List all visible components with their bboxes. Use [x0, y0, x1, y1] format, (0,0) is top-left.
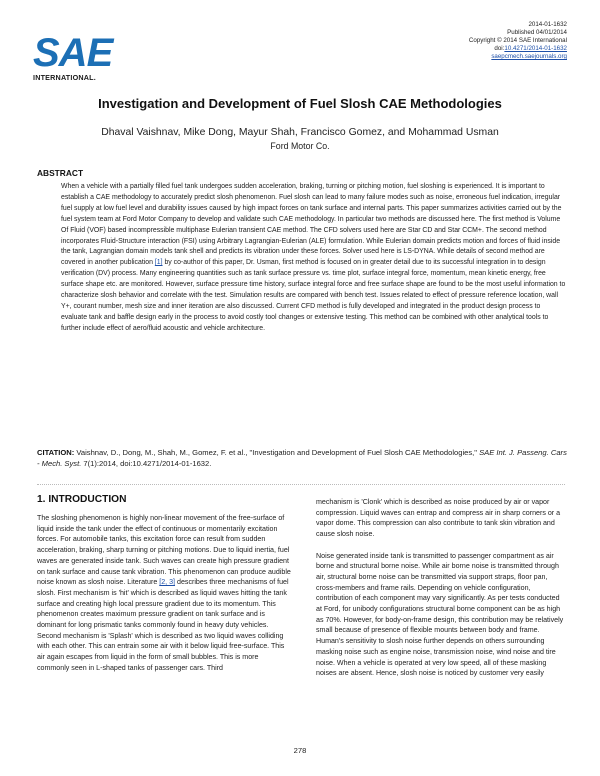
- intro-paragraph-2: mechanism is 'Clonk' which is described as noise produced by air or vapor compression. Liquid waves can entrap and compress air in sharp corners or a vapor dome. This compression can also contribute to tank skin vibration and cause slosh noise.: [316, 498, 561, 539]
- affiliation: Ford Motor Co.: [270, 141, 330, 151]
- page-number: 278: [293, 746, 307, 755]
- intro-paragraph-3: Noise generated inside tank is transmitted to passenger compartment as air borne and structural borne noise. While air borne noise is transmitted through air, structural borne noise can be transmitted via support straps, floor pan, cross-members and frame rails. Depending on vehicle configuration, contribution of each component may vary significantly. As per tests conducted at Ford, for unibody configurations structural borne component can be as high as 70%. However, for body-on-frame design, this contribution may be relatively small because of presence of flexible mounts between body and frame. Human's sensitivity to slosh noise further depends on others surrounding masking noise such as engine noise, transmission noise, wind noise and tire noise. When a vehicle is operated at very low speed, all of these masking noises are absent. Hence, slosh noise is noticed by customer very easily: [316, 551, 564, 678]
- doi-prefix: doi:: [494, 45, 505, 52]
- logo-subtitle: INTERNATIONAL.: [33, 73, 96, 82]
- right-column: [316, 497, 567, 690]
- author-list: Dhaval Vaishnav, Mike Dong, Mayur Shah, Francisco Gomez, and Mohammad Usman: [101, 127, 499, 138]
- abstract-heading: ABSTRACT: [37, 168, 84, 178]
- doi-line: [469, 45, 567, 53]
- intro-paragraph-1: [37, 513, 291, 674]
- citation-block: [37, 447, 567, 469]
- introduction-heading: 1. INTRODUCTION: [37, 494, 127, 505]
- copyright: Copyright © 2014 SAE International: [468, 37, 567, 44]
- publication-meta: [469, 21, 567, 61]
- left-column: [37, 513, 291, 684]
- abstract-body: [61, 182, 567, 335]
- citation-text: Vaishnav, D., Dong, M., Shah, M., Gomez, F. et al., "Investigation and Development of Fuel Slosh CAE Methodologies,": [74, 448, 480, 457]
- intro-text-1b: describes three mechanisms of fuel slosh. First mechanism is 'hit' which is described as liquid waves hitting the tank surface and creating high local pressure gradient due to its momentum. This phenomenon creates maximum pressure gradient on tank surface and is dominant for long prismatic tanks commonly found in heavy duty vehicles. Second mechanism is 'Splash' which is described as two liquid waves colliding with each other. This can entrain some air with it below liquid free-surface. This air again escapes from liquid in the form of small bubbles. This is more commonly seen in L-shaped tanks of passenger cars. Third: [37, 578, 289, 672]
- paper-title: Investigation and Development of Fuel Slosh CAE Methodologies: [98, 96, 502, 111]
- paper-number: 2014-01-1632: [528, 21, 567, 28]
- reference-link-1[interactable]: [1]: [154, 259, 163, 267]
- abstract-text-2: by co-author of this paper, Dr. Usman, first method is focused on in greater detail due to its successful integration in to design verification (DV) process. Many engineering quantities such as tank surface pressure vs. time plot, surface integral force, momentum, mean kinetic energy, free surface shape etc. are monitored. However, surface pressure time history, surface integral force and free surface shape are found to be the most useful information to characterize slosh behavior and correlate with the test. Simulation results are compared with bench test. Issues related to effect of pressure reference location, wall Y+, courant number, mesh size and inner iteration are also discussed. Current CFD method is fully developed and integrated in the product design process to evaluate tank and baffle design early in the process to avoid costly tool changes or extensive testing. This method can be combined with other analytical tools to further include effect of aero/fluid acoustic and vehicle architecture.: [61, 259, 566, 332]
- citation-journal: SAE Int. J. Passeng. Cars - Mech. Syst.: [37, 448, 567, 469]
- section-divider: [37, 484, 565, 485]
- abstract-text-1: When a vehicle with a partially filled fuel tank undergoes sudden acceleration, braking, turning or pitching motion, fuel sloshing is experienced. It is important to establish a CAE methodology to accurately predict slosh phenomenon. Fuel slosh can lead to many failure modes such as noise, erroneous fuel indication, irregular fuel supply at low fuel level and durability issues caused by high impact forces on tank surface and internal parts. This paper summarizes activities carried out by the fuel system team at Ford Motor Company to develop and validate such CAE methodology. In particular two methods are discussed here. The first method is Volume Of Fluid (VOF) based incompressible multiphase Eulerian transient CAE method. The CFD solvers used here are Star CD and Star CCM+. The second method incorporates Fluid-Structure interaction (FSI) using Arbitrary Lagrangian-Eulerian (ALE) formulation. While Eulerian domain predicts motion and forces of fluid inside the tank, Lagrangian domain models tank shell and predicts its vibration under these forces. Solver used here is LS-DYNA. While details of second method are covered in another publication: [61, 183, 562, 267]
- published-date: Published 04/01/2014: [507, 29, 567, 36]
- doi-link[interactable]: 10.4271/2014-01-1632: [504, 45, 567, 52]
- logo-mark: SAE: [33, 31, 113, 75]
- reference-link-2[interactable]: [2, 3]: [159, 578, 176, 587]
- intro-text-1a: The sloshing phenomenon is highly non-linear movement of the free-surface of liquid inside the tank under the effect of continuous or momentarily excitation forces. For automobile tanks, this excitation force can result from sudden acceleration, braking, sharp turning or pitching motions. Due to liquid inertia, fuel waves are generated inside tank. Such waves can create high pressure gradient on tank surface and cause tank vibration. This phenomenon can produce audible noise known as slosh noise. Literature: [37, 514, 291, 587]
- citation-rest: 7(1):2014, doi:10.4271/2014-01-1632.: [81, 459, 212, 469]
- sae-logo: [33, 31, 123, 82]
- citation-label: CITATION:: [37, 448, 75, 457]
- journal-site-link[interactable]: saepcmech.saejournals.org: [491, 53, 567, 60]
